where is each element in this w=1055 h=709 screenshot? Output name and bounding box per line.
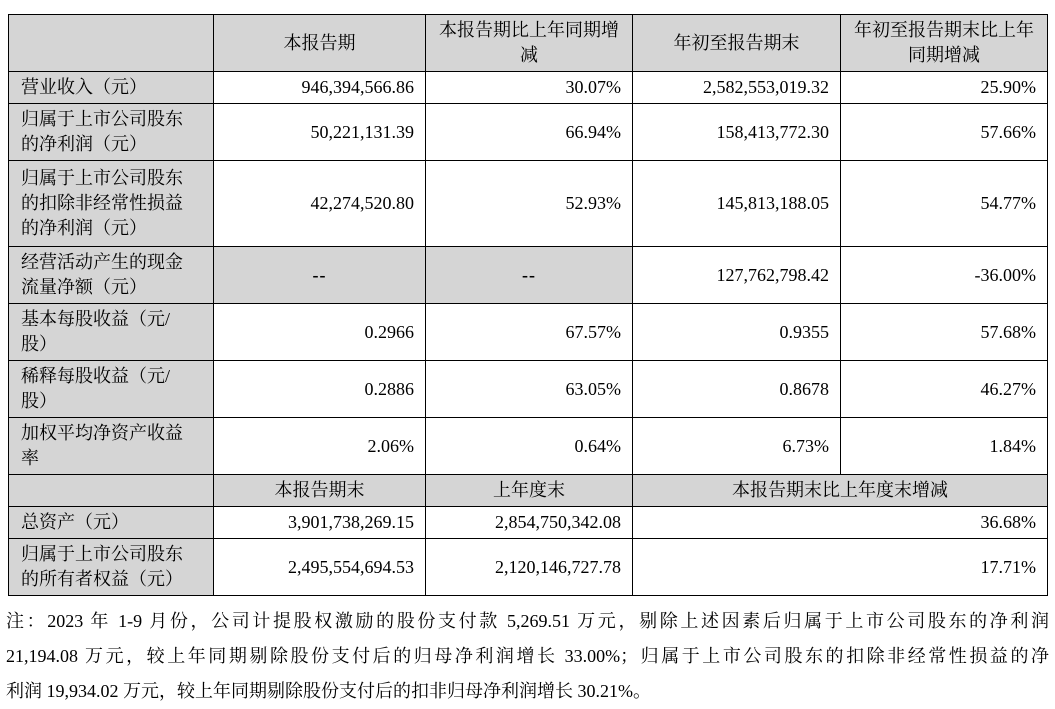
row-label-operating-cash-flow: 经营活动产生的现金流量净额（元） (9, 247, 214, 304)
value-cell: 52.93% (426, 161, 633, 247)
col-header-current-period: 本报告期 (214, 15, 426, 72)
col-header-ytd: 年初至报告期末 (633, 15, 841, 72)
value-cell-na: -- (426, 247, 633, 304)
col-header-period-end-change: 本报告期末比上年度末增减 (633, 475, 1048, 507)
row-label-total-assets: 总资产（元） (9, 507, 214, 539)
corner-cell (9, 475, 214, 507)
table-row-basic-eps (9, 304, 1048, 361)
table-header-row-1 (9, 15, 1048, 72)
value-cell: 36.68% (633, 507, 1048, 539)
table-header-row-2 (9, 475, 1048, 507)
value-cell: 2,120,146,727.78 (426, 539, 633, 596)
table-row-owners-equity (9, 539, 1048, 596)
value-cell: 127,762,798.42 (633, 247, 841, 304)
value-cell: 6.73% (633, 418, 841, 475)
col-header-prev-year-end: 上年度末 (426, 475, 633, 507)
value-cell: 17.71% (633, 539, 1048, 596)
row-label-weighted-avg-roe: 加权平均净资产收益率 (9, 418, 214, 475)
value-cell: 66.94% (426, 104, 633, 161)
row-label-operating-revenue: 营业收入（元） (9, 72, 214, 104)
value-cell: 42,274,520.80 (214, 161, 426, 247)
table-row-total-assets (9, 507, 1048, 539)
value-cell: 0.9355 (633, 304, 841, 361)
footnote-line-3: 利润 19,934.02 万元，较上年同期剔除股份支付后的扣非归母净利润增长 30.21%。 (6, 681, 651, 701)
corner-cell (9, 15, 214, 72)
table-row-operating-revenue (9, 72, 1048, 104)
value-cell: 0.2886 (214, 361, 426, 418)
value-cell: 30.07% (426, 72, 633, 104)
table-row-diluted-eps (9, 361, 1048, 418)
value-cell: 57.68% (841, 304, 1048, 361)
row-label-net-profit-excl-nonrecurring: 归属于上市公司股东的扣除非经常性损益的净利润（元） (9, 161, 214, 247)
page-root (0, 14, 1055, 701)
table-row-net-profit (9, 104, 1048, 161)
table-row-operating-cash-flow (9, 247, 1048, 304)
table-row-net-profit-excl-nonrecurring (9, 161, 1048, 247)
footnote (6, 604, 1049, 709)
value-cell: 25.90% (841, 72, 1048, 104)
value-cell: 57.66% (841, 104, 1048, 161)
row-label-basic-eps: 基本每股收益（元/股） (9, 304, 214, 361)
row-label-owners-equity: 归属于上市公司股东的所有者权益（元） (9, 539, 214, 596)
row-label-diluted-eps: 稀释每股收益（元/股） (9, 361, 214, 418)
row-label-net-profit: 归属于上市公司股东的净利润（元） (9, 104, 214, 161)
value-cell-na: -- (214, 247, 426, 304)
value-cell: 145,813,188.05 (633, 161, 841, 247)
financial-summary-table (8, 14, 1048, 596)
value-cell: 2,495,554,694.53 (214, 539, 426, 596)
footnote-line-1: 注：2023 年 1-9 月份，公司计提股权激励的股份支付款 5,269.51 万元，剔除上述因素后归属于上市公司股东的净利润 (6, 611, 1049, 631)
value-cell: 46.27% (841, 361, 1048, 418)
value-cell: 2.06% (214, 418, 426, 475)
value-cell: 63.05% (426, 361, 633, 418)
value-cell: 158,413,772.30 (633, 104, 841, 161)
value-cell: 1.84% (841, 418, 1048, 475)
table-row-weighted-avg-roe (9, 418, 1048, 475)
value-cell: 946,394,566.86 (214, 72, 426, 104)
value-cell: 2,854,750,342.08 (426, 507, 633, 539)
value-cell: 0.2966 (214, 304, 426, 361)
value-cell: 50,221,131.39 (214, 104, 426, 161)
value-cell: 0.64% (426, 418, 633, 475)
value-cell: 54.77% (841, 161, 1048, 247)
value-cell: 0.8678 (633, 361, 841, 418)
col-header-ytd-yoy: 年初至报告期末比上年同期增减 (841, 15, 1048, 72)
col-header-period-end: 本报告期末 (214, 475, 426, 507)
value-cell: 3,901,738,269.15 (214, 507, 426, 539)
col-header-current-period-yoy: 本报告期比上年同期增减 (426, 15, 633, 72)
footnote-line-2: 21,194.08 万元，较上年同期剔除股份支付后的归母净利润增长 33.00%；归属于上市公司股东的扣除非经常性损益的净 (6, 646, 1049, 666)
value-cell: -36.00% (841, 247, 1048, 304)
value-cell: 2,582,553,019.32 (633, 72, 841, 104)
value-cell: 67.57% (426, 304, 633, 361)
